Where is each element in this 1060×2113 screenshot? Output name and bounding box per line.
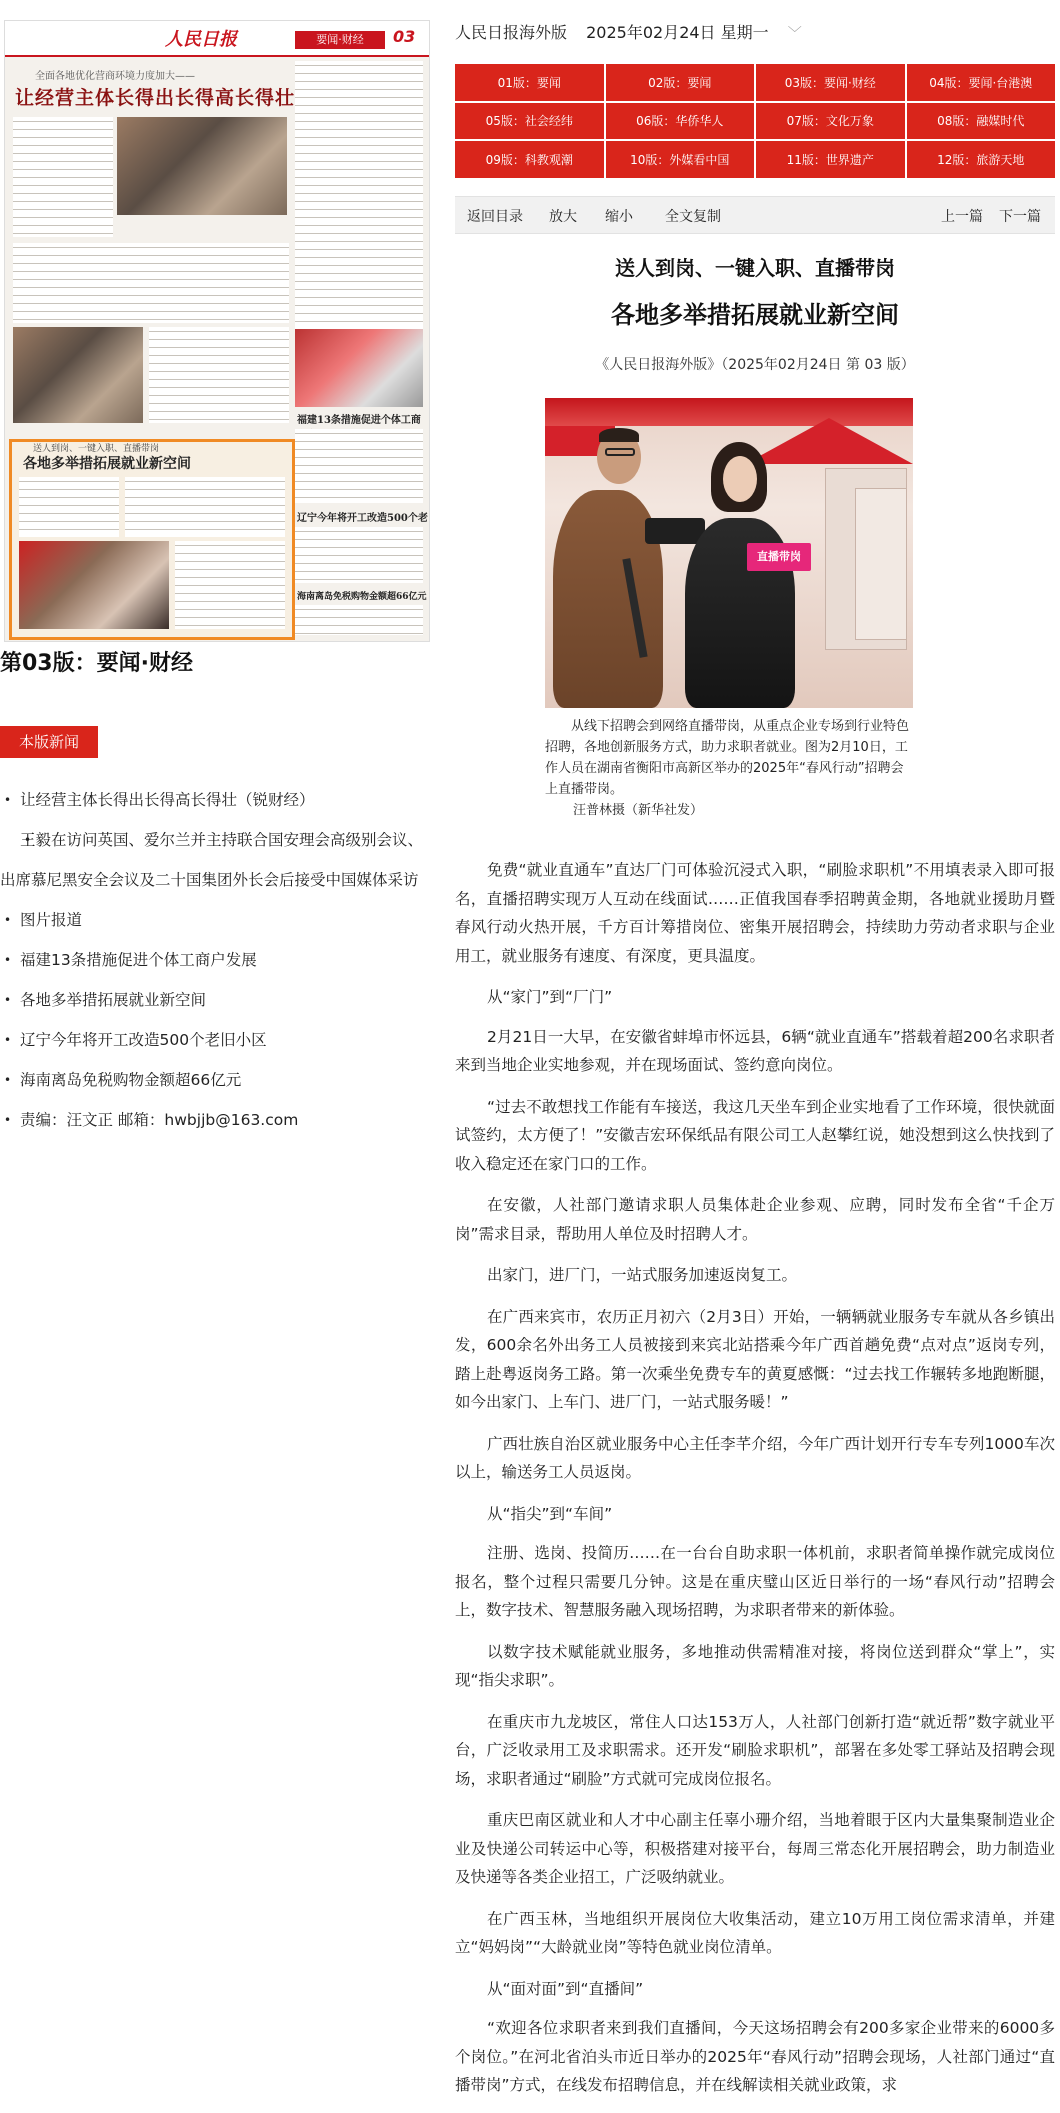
thumbnail-box-title: 各地多举措拓展就业新空间 — [23, 456, 191, 472]
news-list-item[interactable]: • 海南离岛免税购物金额超66亿元 — [0, 1060, 432, 1100]
thumbnail-page-number: 03 — [393, 27, 416, 46]
section-subheading: 从“家门”到“厂门” — [487, 988, 613, 1006]
live-recruit-sign: 直播带岗 — [747, 543, 811, 571]
thumbnail-section: 要闻·财经 — [295, 31, 385, 49]
article-toolbar — [455, 196, 1055, 234]
page-thumbnail[interactable] — [4, 20, 430, 642]
thumbnail-kicker: 全面各地优化营商环境力度加大—— — [35, 71, 195, 82]
text-block — [13, 117, 113, 237]
edition-link[interactable]: 06版：华侨华人 — [606, 103, 755, 140]
editor-contact: • 责编：汪文正 邮箱：hwbjjb@163.com — [0, 1100, 432, 1140]
photo-credit: 汪普林摄（新华社发） — [573, 803, 704, 818]
article-paragraph: “过去不敢想找工作能有车接送，我这几天坐车到企业实地看了工作环境，很快就面试签约，太方便了！”安徽吉宏环保纸品有限公司工人赵攀红说，她没想到这么快找到了收入稳定还在家门口的工作。 — [455, 1097, 1055, 1173]
article-paragraph: 在广西来宾市，农历正月初六（2月3日）开始，一辆辆就业服务专车就从各乡镇出发，600余名外出务工人员被接到来宾北站搭乘今年广西首趟免费“点对点”返岗专列，踏上赴粤返岗务工路。第一次乘坐免费专车的黄夏感慨：“过去找工作辗转多地跑断腿，如今出家门、上车门、进厂门，一站式服务暖！” — [455, 1307, 1055, 1411]
article-paragraph: 2月21日一大早，在安徽省蚌埠市怀远县，6辆“就业直通车”搭载着超200名求职者来到当地企业实地参观，并在现场面试、签约意向岗位。 — [455, 1027, 1055, 1074]
edition-link[interactable]: 11版：世界遗产 — [756, 141, 905, 178]
article-paragraph: 在重庆市九龙坡区，常住人口达153万人，人社部门创新打造“就近帮”数字就业平台，广泛收录用工及求职需求。还开发“刷脸求职机”，部署在多处零工驿站及招聘会现场，求职者通过“刷脸”方式就可完成岗位报名。 — [455, 1712, 1055, 1788]
zoom-in-button[interactable]: 放大 — [549, 209, 577, 225]
article-paragraph: 在广西玉林，当地组织开展岗位大收集活动，建立10万用工岗位需求清单，并建立“妈妈岗”“大龄就业岗”等特色就业岗位清单。 — [455, 1909, 1055, 1956]
publication-name: 人民日报海外版 — [455, 23, 568, 42]
text-block — [295, 605, 423, 635]
woman-face — [723, 456, 757, 502]
text-block — [149, 327, 289, 423]
zoom-out-button[interactable]: 缩小 — [605, 209, 633, 225]
text-block — [125, 477, 285, 537]
article-paragraph: 重庆巴南区就业和人才中心副主任辜小珊介绍，当地着眼于区内大量集聚制造业企业及快递公司转运中心等，积极搭建对接平台，每周三常态化开展招聘会，助力制造业及快递等各类企业招工，广泛吸纳就业。 — [455, 1811, 1055, 1886]
thumbnail-box-subtitle: 送人到岗、一键入职、直播带岗 — [33, 444, 160, 454]
article-headline — [455, 250, 1055, 330]
camera-icon — [645, 518, 705, 544]
text-block — [295, 61, 423, 331]
article-title: 各地多举措拓展就业新空间 — [611, 301, 899, 329]
edition-link[interactable]: 03版：要闻·财经 — [756, 64, 905, 101]
edition-link[interactable]: 01版：要闻 — [455, 64, 604, 101]
text-block — [295, 429, 423, 503]
article-source: 《人民日报海外版》（2025年02月24日 第 03 版） — [595, 357, 915, 373]
caption-text: 从线下招聘会到网络直播带岗，从重点企业专场到行业特色招聘，各地创新服务方式，助力求职者就业。图为2月10日，工作人员在湖南省衡阳市高新区举办的2025年“春风行动”招聘会上直播带岗。 — [545, 719, 910, 797]
text-block — [295, 527, 423, 583]
section-subheading: 从“面对面”到“直播间” — [487, 1979, 644, 1998]
article-body — [455, 856, 1055, 2113]
edition-title: 第03版：要闻·财经 — [0, 651, 193, 676]
glasses-icon — [605, 448, 635, 456]
publication-header — [455, 20, 802, 43]
news-list-item[interactable]: • 图片报道 — [0, 900, 432, 940]
text-block — [19, 477, 119, 537]
thumbnail-small-title[interactable]: 海南离岛免税购物金额超66亿元 — [297, 592, 427, 602]
article-paragraph: 出家门，进厂门，一站式服务加速返岗复工。 — [487, 1266, 798, 1284]
article-paragraph: 注册、选岗、投简历……在一台台自助求职一体机前，求职者简单操作就完成岗位报名，整个过程只需要几分钟。这是在重庆璧山区近日举行的一场“春风行动”招聘会上，数字技术、智慧服务融入现场招聘，为求职者带来的新体验。 — [455, 1544, 1055, 1619]
edition-nav — [455, 64, 1055, 178]
next-article-button[interactable]: 下一篇 — [999, 209, 1041, 225]
news-list-item[interactable]: • 福建13条措施促进个体工商户发展 — [0, 940, 432, 980]
thumbnail-photo — [13, 327, 143, 423]
edition-link[interactable]: 09版：科教观潮 — [455, 141, 604, 178]
news-list-item[interactable]: • 让经营主体长得出长得高长得壮（锐财经） — [0, 780, 432, 820]
edition-link[interactable]: 04版：要闻·台港澳 — [907, 64, 1056, 101]
thumbnail-photo — [295, 329, 423, 407]
man-hair — [599, 428, 639, 442]
newspaper-logo: 人民日报 — [165, 29, 237, 50]
news-list-item[interactable]: • 辽宁今年将开工改造500个老旧小区 — [0, 1020, 432, 1060]
right-panel — [455, 0, 1060, 2094]
booth-panel — [855, 488, 907, 640]
tent-canopy — [545, 398, 913, 426]
news-list — [0, 780, 432, 1140]
edition-link[interactable]: 10版：外媒看中国 — [606, 141, 755, 178]
news-list-item[interactable]: • 各地多举措拓展就业新空间 — [0, 980, 432, 1020]
edition-link[interactable]: 02版：要闻 — [606, 64, 755, 101]
photo-caption — [545, 716, 913, 821]
edition-link[interactable]: 05版：社会经纬 — [455, 103, 604, 140]
left-panel — [0, 0, 440, 2081]
article-paragraph: 免费“就业直通车”直达厂门可体验沉浸式入职，“刷脸求职机”不用填表录入即可报名，直播招聘实现万人互动在线面试……正值我国春季招聘黄金期，各地就业援助月暨春风行动火热开展，千方百计筹措岗位、密集开展招聘会，持续助力劳动者求职与企业用工，就业服务有速度、有深度，更具温度。 — [455, 861, 1055, 965]
issue-date: 2025年02月24日 星期一 — [586, 23, 769, 42]
article-paragraph: “欢迎各位求职者来到我们直播间，今天这场招聘会有200多家企业带来的6000多个岗位。”在河北省泊头市近日举办的2025年“春风行动”招聘会现场，人社部门通过“直播带岗”方式，在线发布招聘信息，并在线解读相关就业政策，求 — [455, 2019, 1055, 2094]
thumbnail-small-title[interactable]: 辽宁今年将开工改造500个老 — [297, 513, 428, 524]
back-to-index-button[interactable]: 返回目录 — [467, 209, 523, 225]
news-tab[interactable]: 本版新闻 — [0, 726, 98, 758]
news-list-item[interactable]: • 王毅在访问英国、爱尔兰并主持联合国安理会高级别会议、出席慕尼黑安全会议及二十国集团外长会后接受中国媒体采访 — [0, 820, 432, 900]
thumbnail-small-title[interactable]: 福建13条措施促进个体工商 — [297, 415, 421, 426]
article-photo — [545, 398, 913, 708]
article-paragraph: 在安徽，人社部门邀请求职人员集体赴企业参观、应聘，同时发布全省“千企万岗”需求目录，帮助用人单位及时招聘人才。 — [455, 1196, 1055, 1243]
chevron-down-icon[interactable]: ﹀ — [787, 26, 802, 42]
edition-link[interactable]: 07版：文化万象 — [756, 103, 905, 140]
text-block — [175, 541, 285, 629]
article-subtitle: 送人到岗、一键入职、直播带岗 — [615, 256, 895, 280]
thumbnail-headline[interactable]: 让经营主体长得出长得高长得壮 — [15, 87, 296, 109]
article-paragraph: 以数字技术赋能就业服务，多地推动供需精准对接，将岗位送到群众“掌上”，实现“指尖求职”。 — [455, 1642, 1055, 1689]
thumbnail-photo — [19, 541, 169, 629]
copy-all-button[interactable]: 全文复制 — [665, 209, 721, 225]
thumbnail-masthead — [5, 21, 429, 57]
section-subheading: 从“指尖”到“车间” — [487, 1504, 613, 1523]
edition-link[interactable]: 08版：融媒时代 — [907, 103, 1056, 140]
prev-article-button[interactable]: 上一篇 — [941, 209, 983, 225]
article-paragraph: 广西壮族自治区就业服务中心主任李芊介绍，今年广西计划开行专车专列1000车次以上，输送务工人员返岗。 — [455, 1434, 1055, 1481]
text-block — [13, 243, 289, 323]
edition-link[interactable]: 12版：旅游天地 — [907, 141, 1056, 178]
thumbnail-photo — [117, 117, 287, 215]
